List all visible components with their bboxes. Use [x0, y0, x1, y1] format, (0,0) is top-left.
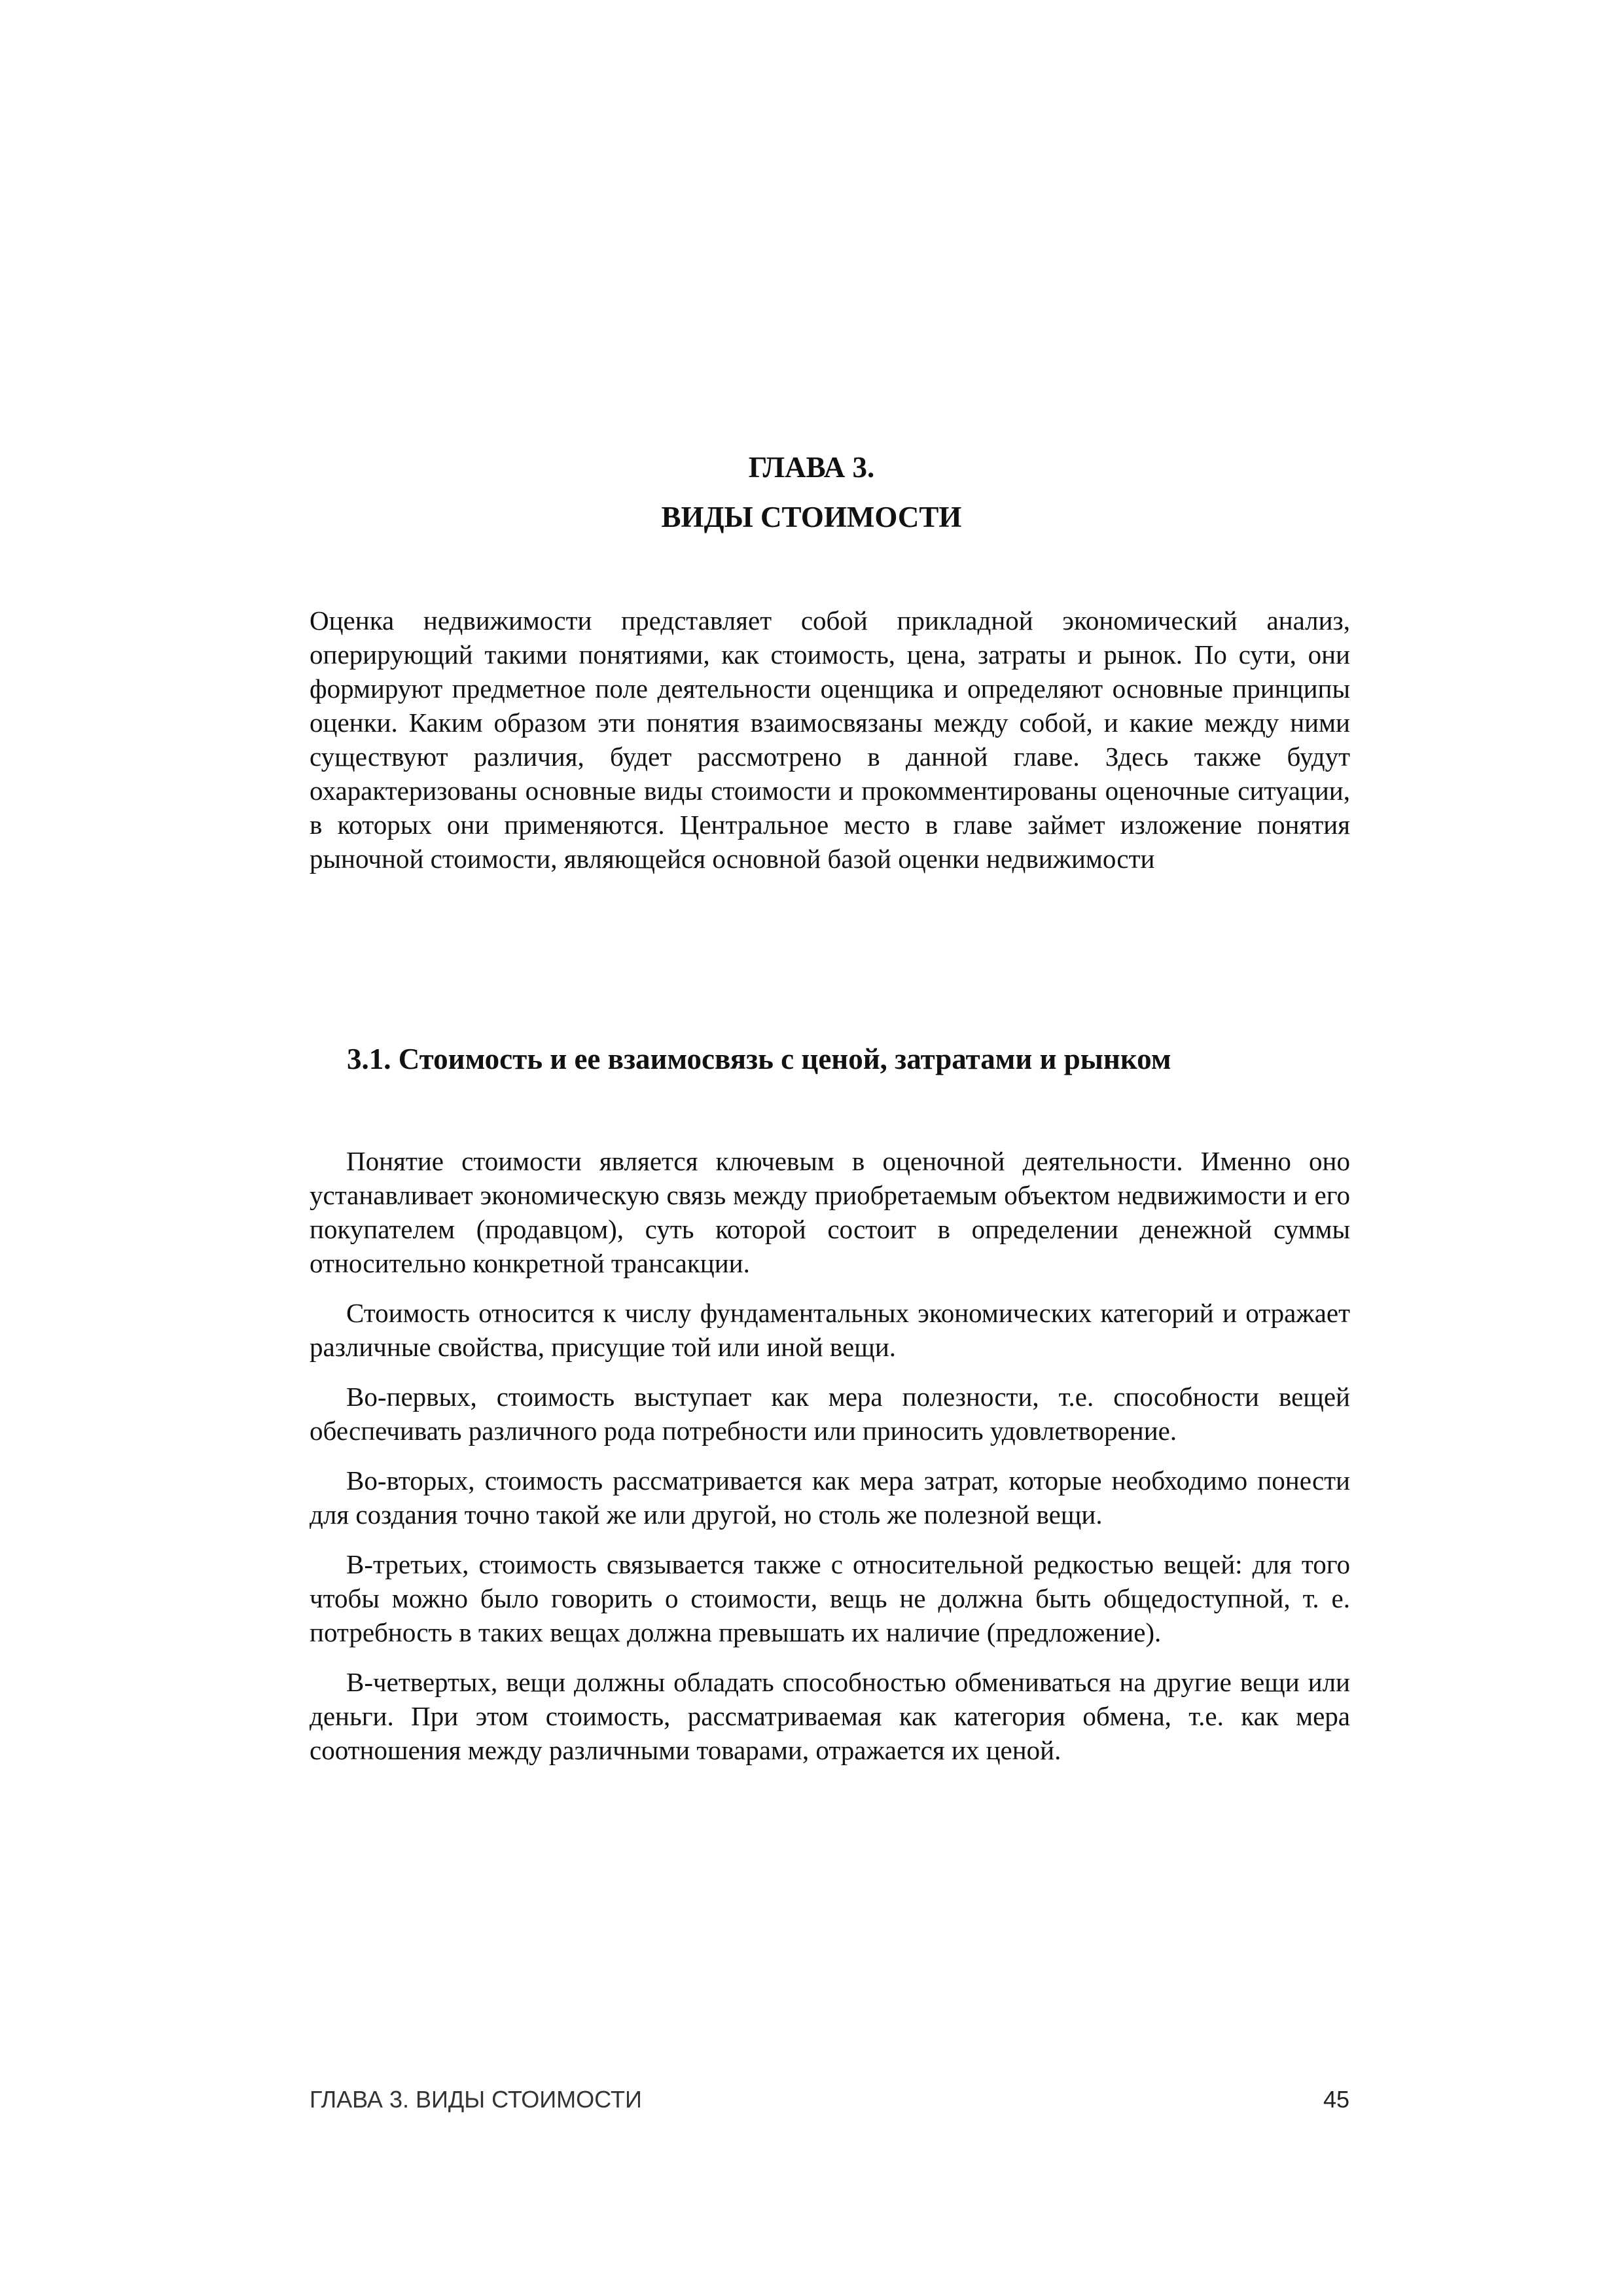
page-number: 45 — [1323, 2086, 1349, 2113]
section-heading: 3.1. Стоимость и ее взаимосвязь с ценой, затратами и рынком — [347, 1043, 1171, 1075]
body-paragraph: Во-первых, стоимость выступает как мера полезности, т.е. способности вещей обеспечивать различного рода потребности или приносить удовлетворение. — [310, 1382, 1350, 1446]
chapter-intro-paragraph: Оценка недвижимости представляет собой прикладной экономический анализ, оперирующий такими понятиями, как стоимость, цена, затраты и рынок. По сути, они формируют предметное поле деятельности оценщика и определяют основные принципы оценки. Каким образом эти понятия взаимосвязаны между собой, и какие между ними существуют различия, будет рассмотрено в данной главе. Здесь также будут охарактеризованы основные виды стоимости и прокомментированы оценочные ситуации, в которых они применяются. Центральное место в главе займет изложение понятия рыночной стоимости, являющейся основной базой оценки недвижимости — [310, 605, 1350, 874]
body-paragraph: Понятие стоимости является ключевым в оценочной деятельности. Именно оно устанавливает экономическую связь между приобретаемым объектом недвижимости и его покупателем (продавцом), суть которой состоит в определении денежной суммы относительно конкретной трансакции. — [310, 1146, 1350, 1278]
body-paragraph: Стоимость относится к числу фундаментальных экономических категорий и отражает различные свойства, присущие той или иной вещи. — [310, 1298, 1350, 1362]
body-paragraph: В-третьих, стоимость связывается также с относительной редкостью вещей: для того чтобы можно было говорить о стоимости, вещь не должна быть общедоступной, т. е. потребность в таких вещах должна превышать их наличие (предложение). — [310, 1549, 1350, 1647]
running-footer-title: ГЛАВА 3. ВИДЫ СТОИМОСТИ — [310, 2086, 642, 2113]
body-paragraph: В-четвертых, вещи должны обладать способностью обмениваться на другие вещи или деньги. При этом стоимость, рассматриваемая как категория обмена, т.е. как мера соотношения между различными товарами, отражается их ценой. — [310, 1667, 1350, 1765]
chapter-number: ГЛАВА 3. — [748, 451, 875, 484]
body-paragraph: Во-вторых, стоимость рассматривается как мера затрат, которые необходимо понести для создания точно такой же или другой, но столь же полезной вещи. — [310, 1465, 1350, 1530]
chapter-title: ВИДЫ СТОИМОСТИ — [661, 501, 962, 533]
section-body — [310, 1144, 1350, 1783]
